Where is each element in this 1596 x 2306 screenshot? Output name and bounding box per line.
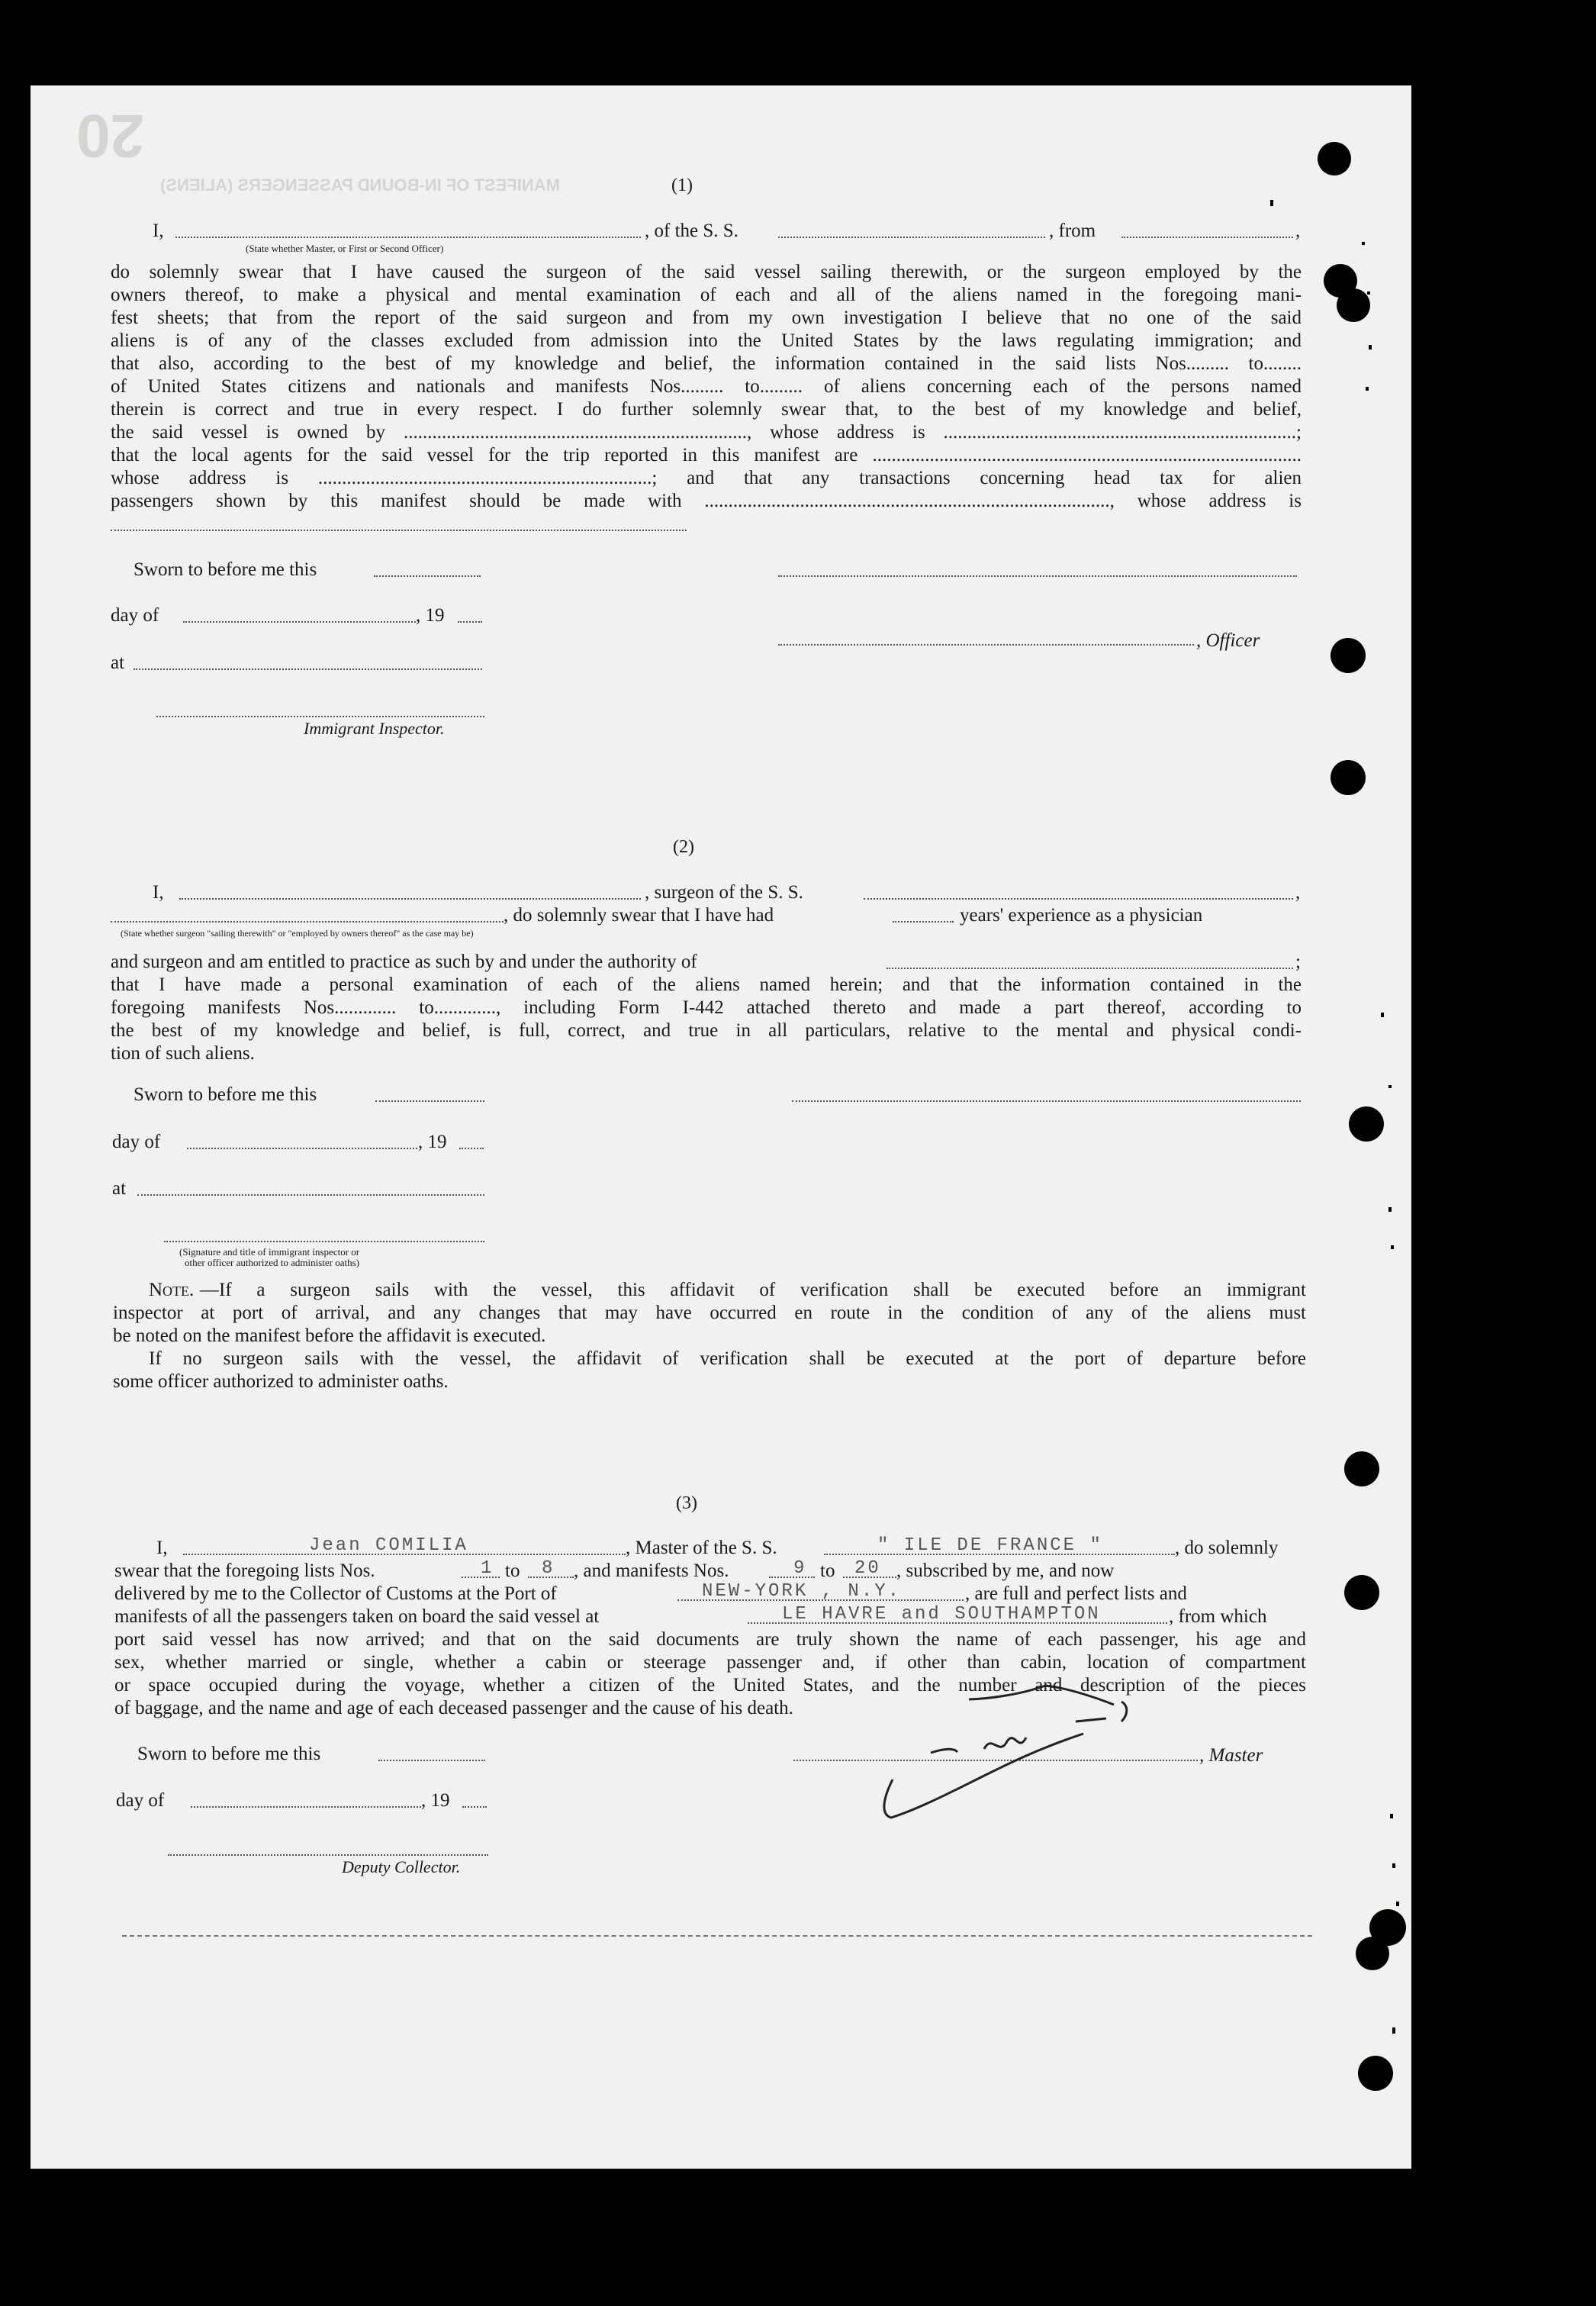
speck [1362, 242, 1365, 245]
s2-day-of-label: day of [112, 1132, 161, 1152]
s2-row3-end: ; [1295, 952, 1301, 972]
s1-i: I, [153, 221, 164, 241]
s1-address-blank [111, 530, 687, 531]
punch-hole [1344, 1451, 1379, 1486]
speck [1369, 345, 1372, 349]
s3-to-2: to [820, 1560, 835, 1581]
s2-capacity-blank [111, 921, 504, 923]
s3-i: I, [156, 1538, 168, 1558]
bleed-through-title: MANIFEST OF IN-BOUND PASSENGERS (ALIENS) [160, 176, 560, 195]
manifest-affidavit-page: 20 MANIFEST OF IN-BOUND PASSENGERS (ALIENS) (1) I, , of the S. S. , from , (State whether Master, or First or Second Officer) do solemnly swear that I have caused the surgeon of the said vessel sailing therewith, or the surgeon employed by the owners thereof, to make a physical and mental examination of each and all of the aliens named in the foregoing mani- fest sheets; that from the report of the said surgeon and from my own investigation I believe that no one of the said aliens is of any of the classes excluded from admission into the United States by the laws regulating immigration; and that also, according to the best of my knowledge and belief, the information contained in the said lists Nos......... to........ of United States citizens and nationals and manifests Nos......... to......... of aliens concerning each of the persons named therein is correct and true in every respect. I do further solemnly swear that, to the best of my knowledge and belief, the said vessel is owned by ........................................................................, whose address is ..........................................................................; that the local agents for the said vessel for the trip reported in this manifest are .......................................................................................... whose address is ......................................................................; and that any transactions concerning head tax for alien passengers shown by this manifest should be made with ....................................................................................., whose address is Sworn to before me this day of , 19 , Officer at Immigrant Inspector. (2) I, , surgeon of the S. S. , , do solemnly swear that I have had years' experience as a physician (State whether surgeon "sailing therewith" or "employed by owners thereof" as the case may be) and surgeon and am entitled to practice as such by and under the authority of ; that I have made a personal examination of each of the aliens named herein; and that the information contained in the foregoing manifests Nos............. to............., including Form I-442 attached thereto and made a part thereof, according to the best of my knowledge and belief, is full, correct, and true in all particulars, relative to the mental and physical condi- tion of such aliens. Sworn to before me this day of , 19 at (Signature and title of immigrant inspector or other officer authorized to administer oaths) Note. —If a surgeon sails with the vessel, this affidavit of verification shall be executed before an immigrant inspector at port of arrival, and any changes that may have occurred en route in the condition of any of the aliens must be noted on the manifest before the affidavit is executed. If no surgeon sails with the vessel, the affidavit of verification shall be executed at the port of departure before some officer authorized to administer oaths. (3) I, Jean COMILIA , Master of the S. S. " ILE DE FRANCE " , do solemnly swear that the foregoing lists Nos. 1 to 8 , and manifests Nos. 9 to 20 , subscribed by me, and now delivered by me to the Collector of Customs at the Port of NEW-YORK , N.Y. , are full and perfect lists and manifests of all the passengers taken on board the said vessel at LE HAVRE and SOUTHAMPTON , from which port said vessel has now arrived; and that on the said documents are truly shown the name of each passenger, his age and sex, whether married or single, whether a cabin or steerage passenger and, if other than cabin, location of compartment or space occupied during the voyage, whether a citizen of the United States, and the number and description of the pieces of baggage, and the name and age of each deceased passenger and the cause of his death. Sworn to before me this , Master day of , 19 Deputy Collector. [31, 85, 1411, 2169]
s2-inspector-signature-line [164, 1241, 484, 1242]
s2-years-blank [893, 921, 954, 923]
s3-day-of-label: day of [116, 1790, 165, 1811]
bottom-rule [122, 1935, 1312, 1937]
speck [1396, 1902, 1399, 1906]
s3-lists-text: swear that the foregoing lists Nos. [114, 1560, 375, 1581]
stamp-number: 20 [76, 102, 144, 170]
s3-master-name: Jean COMILIA [309, 1535, 468, 1556]
s3-departure-text: manifests of all the passengers taken on board the said vessel at [114, 1606, 600, 1627]
s3-sworn-label: Sworn to before me this [137, 1744, 321, 1764]
s1-year-blank [458, 621, 482, 623]
s1-caption: (State whether Master, or First or Second Officer) [246, 243, 444, 254]
s3-port: NEW-YORK , N.Y. [702, 1581, 902, 1602]
speck [1390, 1814, 1393, 1818]
punch-hole [1331, 638, 1366, 673]
s2-year-blank [459, 1148, 484, 1149]
s3-sworn-blank [378, 1760, 485, 1761]
speck [1392, 1863, 1395, 1868]
s2-day-blank [187, 1148, 417, 1149]
s3-manifests-to: 20 [854, 1558, 881, 1579]
s1-officer-signature-line-2 [778, 644, 1194, 646]
s3-master-of-ss: , Master of the S. S. [626, 1538, 777, 1558]
s1-at-label: at [111, 652, 125, 673]
s2-authority-blank [886, 968, 1293, 969]
note-lead: Note. [149, 1280, 195, 1300]
s3-lists-from: 1 [481, 1558, 494, 1579]
s2-sworn-label: Sworn to before me this [134, 1084, 317, 1105]
punch-hole [1318, 142, 1351, 176]
s3-departure: LE HAVRE and SOUTHAMPTON [782, 1604, 1101, 1625]
s2-surgeon-name-blank [179, 898, 641, 900]
s2-sig-caption-1: (Signature and title of immigrant inspector or [179, 1246, 360, 1258]
s2-at-blank [137, 1194, 484, 1196]
speck [1388, 1207, 1392, 1212]
s3-row3-end: , are full and perfect lists and [965, 1583, 1187, 1604]
s1-day-of-label: day of [111, 605, 159, 626]
s1-sworn-label: Sworn to before me this [134, 559, 317, 580]
master-signature [870, 1688, 1190, 1833]
s3-19: , 19 [421, 1790, 450, 1811]
s1-from-blank [1121, 237, 1293, 238]
s3-collector-label: Deputy Collector. [342, 1857, 461, 1876]
punch-hole [1331, 760, 1366, 795]
s2-row1-end: , [1295, 882, 1301, 903]
s1-officer-signature-line-1 [778, 575, 1297, 577]
s3-to-1: to [505, 1560, 520, 1581]
punch-hole [1337, 288, 1370, 322]
punch-hole [1356, 1937, 1389, 1970]
section-2-number: (2) [673, 837, 694, 857]
punch-hole [1344, 1575, 1379, 1610]
s1-sworn-blank [374, 575, 481, 577]
punch-hole [1358, 2056, 1393, 2091]
s3-manifests-from-blank [769, 1577, 815, 1578]
s2-sig-caption-2: other officer authorized to administer oaths) [185, 1257, 359, 1268]
speck [1366, 387, 1369, 391]
speck [1388, 1085, 1392, 1088]
s1-from: , from [1049, 221, 1096, 241]
section-1-number: (1) [671, 176, 693, 195]
s1-inspector-label: Immigrant Inspector. [304, 719, 445, 738]
s1-at-blank [134, 668, 482, 670]
s2-solemnly-swear: , do solemnly swear that I have had [504, 905, 774, 926]
s2-years-experience: years' experience as a physician [960, 905, 1203, 926]
speck [1391, 1245, 1394, 1249]
s2-at-label: at [112, 1178, 127, 1199]
s2-i: I, [153, 882, 164, 903]
speck [1392, 2027, 1395, 2034]
speck [1270, 200, 1273, 206]
s1-19: , 19 [416, 605, 445, 626]
s2-sworn-blank [375, 1100, 484, 1102]
s2-authority-text: and surgeon and am entitled to practice as such by and under the authority of [111, 952, 697, 972]
s1-row1-end: , [1295, 221, 1301, 241]
section-3-number: (3) [676, 1493, 697, 1513]
speck [1381, 1013, 1384, 1017]
s1-of-ss: , of the S. S. [645, 221, 738, 241]
s1-day-blank [183, 621, 416, 623]
s3-row2-end: , subscribed by me, and now [896, 1560, 1115, 1581]
punch-hole [1349, 1106, 1384, 1142]
s1-officer-title-blank [175, 237, 641, 238]
s2-19: , 19 [418, 1132, 447, 1152]
s1-ship-blank [778, 237, 1045, 238]
s3-day-blank [191, 1806, 421, 1808]
s3-manifests-from: 9 [793, 1558, 807, 1579]
s3-manifests-text: , and manifests Nos. [574, 1560, 729, 1581]
s2-caption: (State whether surgeon "sailing therewith" or "employed by owners thereof" as the case may be) [121, 928, 474, 939]
s1-officer-label: , Officer [1196, 630, 1260, 651]
speck [1367, 291, 1370, 295]
s3-row1-end: , do solemnly [1175, 1538, 1279, 1558]
s2-surgeon-of-ss: , surgeon of the S. S. [645, 882, 803, 903]
s3-lists-to: 8 [542, 1558, 555, 1579]
s3-master-label: , Master [1199, 1745, 1263, 1766]
s2-ship-blank [864, 898, 1293, 900]
s3-ship-name: " ILE DE FRANCE " [877, 1535, 1103, 1556]
s3-year-blank [462, 1806, 487, 1808]
s3-row4-end: , from which [1169, 1606, 1267, 1627]
s3-port-text: delivered by me to the Collector of Customs at the Port of [114, 1583, 557, 1604]
s2-surgeon-signature-line [792, 1100, 1301, 1102]
